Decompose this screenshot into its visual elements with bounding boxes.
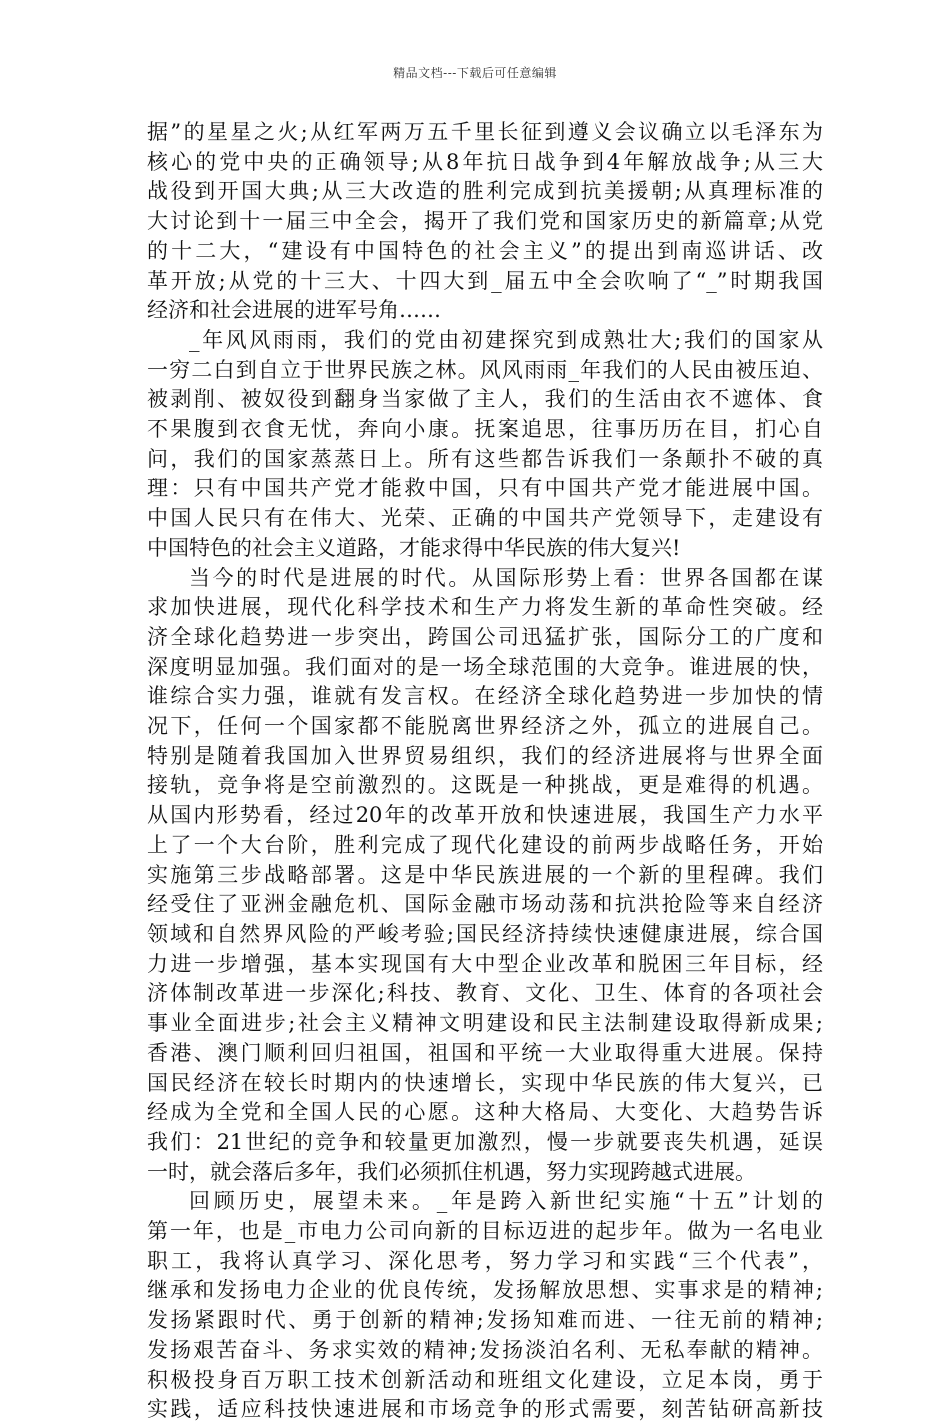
- text-line: 力进一步增强，基本实现国有大中型企业改革和脱困三年目标，经: [147, 951, 823, 976]
- text-line: 的十二大，“建设有中国特色的社会主义”的提出到南巡讲话、改: [147, 238, 823, 263]
- text-line: 我们：21世纪的竞争和较量更加激烈，慢一步就要丧失机遇，延误: [147, 1129, 823, 1154]
- paragraph-1: [147, 118, 823, 326]
- paragraph-3: [147, 564, 823, 1188]
- text-line: _年风风雨雨，我们的党由初建探究到成熟壮大;我们的国家从: [189, 327, 823, 352]
- text-line: 经成为全党和全国人民的心愿。这种大格局、大变化、大趋势告诉: [147, 1100, 823, 1125]
- text-line: 国民经济在较长时期内的快速增长，实现中华民族的伟大复兴，已: [147, 1070, 823, 1095]
- text-line: 理：只有中国共产党才能救中国，只有中国共产党才能进展中国。: [147, 476, 823, 501]
- text-line: 第一年，也是_市电力公司向新的目标迈进的起步年。做为一名电业: [147, 1219, 823, 1244]
- text-line: 经济和社会进展的进军号角……: [147, 298, 441, 323]
- text-line: 经受住了亚洲金融危机、国际金融市场动荡和抗洪抢险等来自经济: [147, 892, 823, 917]
- text-line: 接轨，竞争将是空前激烈的。这既是一种挑战，更是难得的机遇。: [147, 773, 823, 798]
- text-line: 当今的时代是进展的时代。从国际形势上看：世界各国都在谋: [189, 565, 823, 590]
- text-line: 实践，适应科技快速进展和市场竞争的形式需要，刻苦钻研高新技: [147, 1397, 823, 1422]
- text-line: 问，我们的国家蒸蒸日上。所有这些都告诉我们一条颠扑不破的真: [147, 446, 823, 471]
- text-line: 一穷二白到自立于世界民族之林。风风雨雨_年我们的人民由被压迫、: [147, 357, 823, 382]
- text-line: 事业全面进步;社会主义精神文明建设和民主法制建设取得新成果;: [147, 1011, 823, 1036]
- text-line: 据”的星星之火;从红军两万五千里长征到遵义会议确立以毛泽东为: [147, 120, 823, 144]
- paragraph-2: [147, 326, 823, 564]
- paragraph-4: [147, 1187, 823, 1425]
- text-line: 积极投身百万职工技术创新活动和班组文化建设，立足本岗，勇于: [147, 1367, 823, 1392]
- text-line: 大讨论到十一届三中全会，揭开了我们党和国家历史的新篇章;从党: [147, 209, 823, 234]
- text-line: 济全球化趋势进一步突出，跨国公司迅猛扩张，国际分工的广度和: [147, 624, 823, 649]
- text-line: 发扬紧跟时代、勇于创新的精神;发扬知难而进、一往无前的精神;: [147, 1308, 823, 1333]
- text-line: 从国内形势看，经过20年的改革开放和快速进展，我国生产力水平: [147, 803, 823, 828]
- text-line: 深度明显加强。我们面对的是一场全球范围的大竞争。谁进展的快，: [147, 654, 823, 679]
- text-line: 革开放;从党的十三大、十四大到_届五中全会吹响了“_”时期我国: [147, 268, 823, 293]
- text-line: 况下，任何一个国家都不能脱离世界经济之外，孤立的进展自己。: [147, 714, 823, 739]
- text-line: 发扬艰苦奋斗、务求实效的精神;发扬淡泊名利、无私奉献的精神。: [147, 1337, 823, 1362]
- text-line: 一时，就会落后多年，我们必须抓住机遇，努力实现跨越式进展。: [147, 1159, 756, 1184]
- text-line: 实施第三步战略部署。这是中华民族进展的一个新的里程碑。我们: [147, 862, 823, 887]
- text-line: 回顾历史，展望未来。_年是跨入新世纪实施“十五”计划的: [189, 1189, 823, 1214]
- text-line: 特别是随着我国加入世界贸易组织，我们的经济进展将与世界全面: [147, 743, 823, 768]
- text-line: 上了一个大台阶，胜利完成了现代化建设的前两步战略任务，开始: [147, 832, 823, 857]
- text-line: 领域和自然界风险的严峻考验;国民经济持续快速健康进展，综合国: [147, 921, 823, 946]
- text-line: 被剥削、被奴役到翻身当家做了主人，我们的生活由衣不遮体、食: [147, 387, 823, 412]
- text-line: 中国特色的社会主义道路，才能求得中华民族的伟大复兴!: [147, 535, 681, 560]
- text-line: 谁综合实力强，谁就有发言权。在经济全球化趋势进一步加快的情: [147, 684, 823, 709]
- document-body: [147, 118, 823, 1425]
- text-line: 继承和发扬电力企业的优良传统，发扬解放思想、实事求是的精神;: [147, 1278, 823, 1303]
- text-line: 核心的党中央的正确领导;从8年抗日战争到4年解放战争;从三大: [147, 149, 823, 174]
- text-line: 济体制改革进一步深化;科技、教育、文化、卫生、体育的各项社会: [147, 981, 823, 1006]
- text-line: 中国人民只有在伟大、光荣、正确的中国共产党领导下，走建设有: [147, 506, 823, 531]
- text-line: 战役到开国大典;从三大改造的胜利完成到抗美援朝;从真理标准的: [147, 179, 823, 204]
- text-line: 香港、澳门顺利回归祖国，祖国和平统一大业取得重大进展。保持: [147, 1040, 823, 1065]
- text-line: 不果腹到衣食无忧，奔向小康。抚案追思，往事历历在目，扪心自: [147, 417, 823, 442]
- page-header: 精品文档---下载后可任意编辑: [393, 66, 557, 80]
- text-line: 职工，我将认真学习、深化思考，努力学习和实践“三个代表”，: [147, 1248, 823, 1273]
- text-line: 求加快进展，现代化科学技术和生产力将发生新的革命性突破。经: [147, 595, 823, 620]
